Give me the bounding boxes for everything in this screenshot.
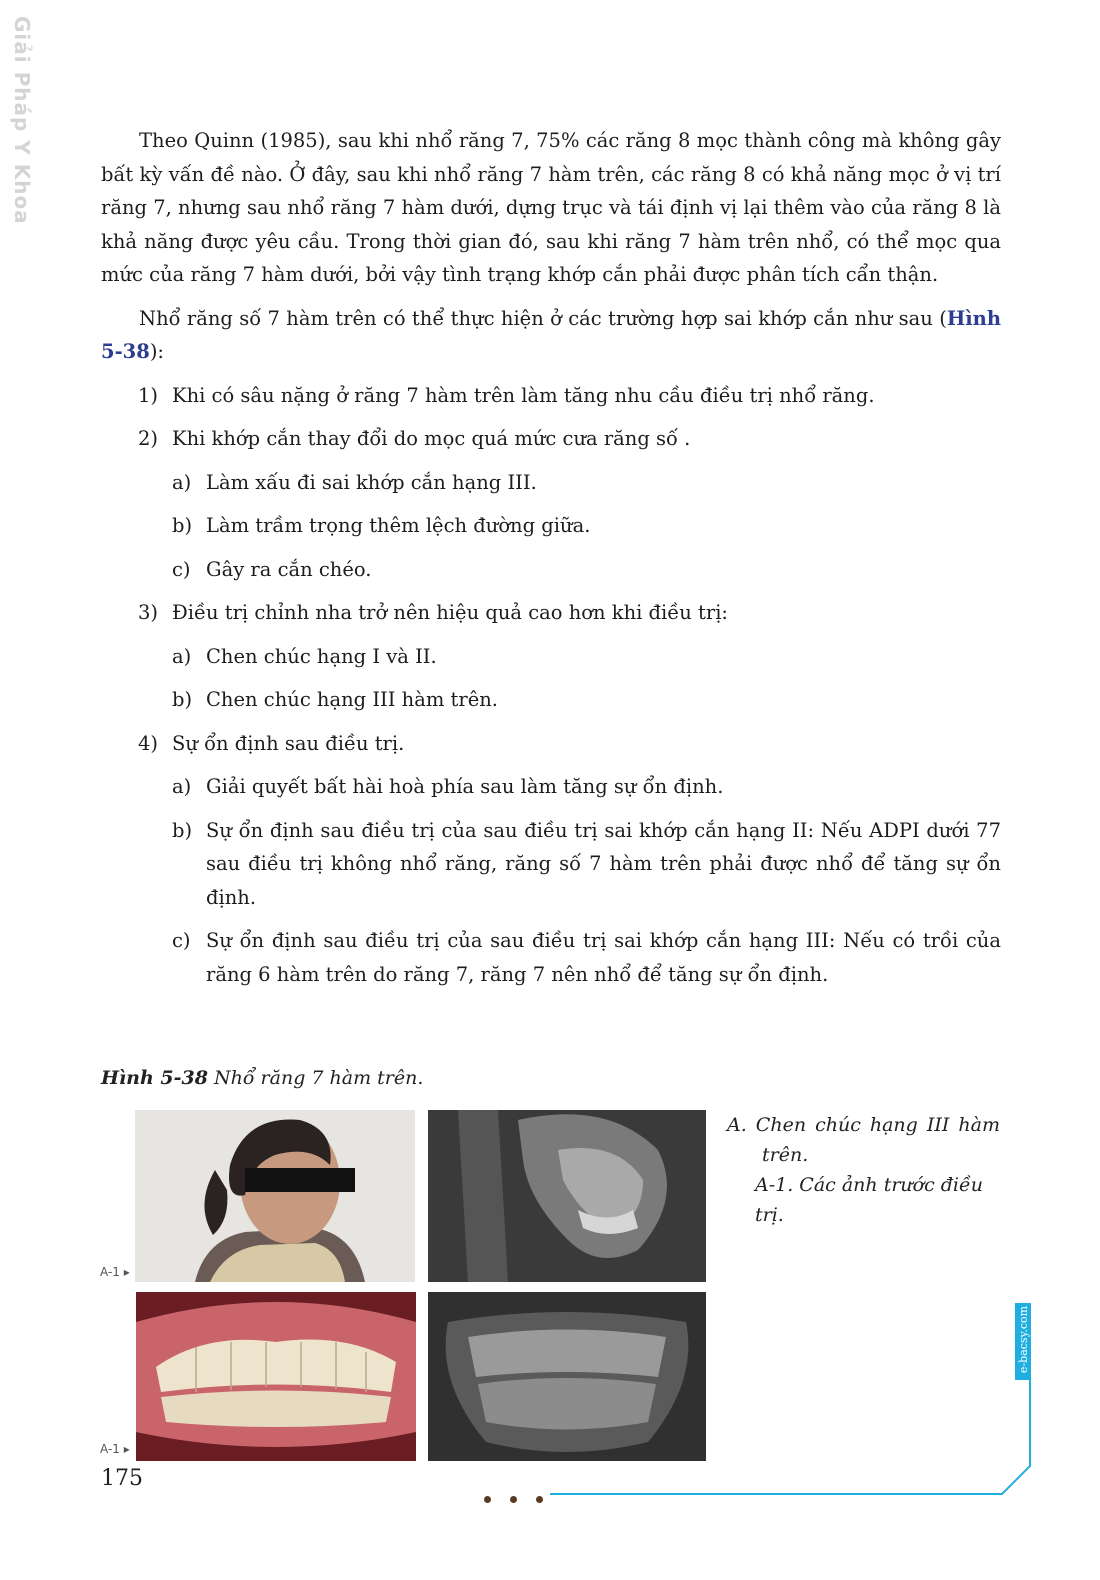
list-item [101, 727, 1001, 761]
list-item-number: a) [172, 644, 192, 668]
list-item [101, 509, 1001, 543]
cephalometric-xray [428, 1110, 706, 1282]
list-item-text: Chen chúc hạng III hàm trên. [206, 688, 498, 711]
list-item-text: Giải quyết bất hài hoà phía sau làm tăng sự ổn định. [206, 775, 724, 798]
list-item-number: 4) [138, 731, 159, 755]
page-number: 175 [101, 1466, 143, 1491]
profile-photo [135, 1110, 415, 1282]
list-item [101, 466, 1001, 500]
decorative-line [540, 1370, 1040, 1500]
list-item-number: a) [172, 470, 192, 494]
paragraph-2-end: ): [149, 340, 164, 363]
panel-label-top: A-1 ▸ [100, 1265, 130, 1279]
list-item-number: a) [172, 775, 192, 798]
list-item-number: c) [172, 929, 191, 952]
list-item-text: Chen chúc hạng I và II. [206, 644, 437, 668]
list-item-number: 3) [138, 601, 159, 624]
list-item-number: 2) [138, 427, 159, 450]
figure-title: Nhổ răng 7 hàm trên. [214, 1067, 424, 1089]
list-item [101, 422, 1001, 456]
list-item-text: Khi khớp cắn thay đổi do mọc quá mức cưa răng số . [172, 427, 691, 450]
list-item-text: Khi có sâu nặng ở răng 7 hàm trên làm tăng nhu cầu điều trị nhổ răng. [172, 383, 875, 407]
list-item [101, 640, 1001, 674]
list-item-number: c) [172, 557, 191, 581]
intraoral-photo [136, 1292, 416, 1461]
list-item [101, 596, 1001, 630]
side-caption-a: A. Chen chúc hạng III hàm trên. [727, 1114, 1000, 1166]
side-caption-a1: A-1. Các ảnh trước điều trị. [755, 1174, 983, 1226]
list-item-number: b) [172, 818, 193, 842]
paragraph-2 [101, 302, 1001, 369]
list-item [101, 379, 1001, 413]
list-item [101, 683, 1001, 717]
list-item-text: Sự ổn định sau điều trị của sau điều trị sai khớp cắn hạng II: Nếu ADPI dưới 77 sau điều trị không nhổ răng, răng số 7 hàm trên phải được nhổ để tăng sự ổn định. [206, 818, 1001, 909]
list-item-text: Điều trị chỉnh nha trở nên hiệu quả cao hơn khi điều trị: [172, 601, 728, 624]
list-item-text: Sự ổn định sau điều trị. [172, 731, 405, 755]
site-tab[interactable] [1015, 1303, 1031, 1380]
list-item [101, 924, 1001, 991]
list-item-number: 1) [138, 383, 159, 407]
list-item-number: b) [172, 514, 193, 537]
watermark: Giải Pháp Y Khoa [10, 16, 34, 225]
figure-side-caption [727, 1110, 1000, 1230]
figure-label: Hình 5-38 [101, 1067, 208, 1089]
list-item-text: Gây ra cắn chéo. [206, 557, 372, 581]
site-tab-label: e-bacsy.com [1017, 1305, 1030, 1374]
list-item-text: Làm xấu đi sai khớp cắn hạng III. [206, 470, 537, 494]
body-text [101, 124, 1001, 991]
paragraph-2-text: Nhổ răng số 7 hàm trên có thể thực hiện ở các trường hợp sai khớp cắn như sau ( [139, 306, 947, 330]
panel-label-bottom: A-1 ▸ [100, 1442, 130, 1456]
list-item-text: Sự ổn định sau điều trị của sau điều trị sai khớp cắn hạng III: Nếu có trồi của răng 6 hàm trên do răng 7, răng 7 nên nhổ để tăng sự ổn định. [206, 929, 1001, 986]
list-item-number: b) [172, 688, 193, 711]
list-item [101, 770, 1001, 804]
paragraph-1: Theo Quinn (1985), sau khi nhổ răng 7, 75% các răng 8 mọc thành công mà không gây bất kỳ vấn đề nào. Ở đây, sau khi nhổ răng 7 hàm trên, các răng 8 có khả năng mọc ở vị trí răng 7, nhưng sau nhổ răng 7 hàm dưới, dựng trục và tái định vị lại thêm vào của răng 8 là khả năng được yêu cầu. Trong thời gian đó, sau khi răng 7 hàm trên nhổ, có thể mọc qua mức của răng 7 hàm dưới, bởi vậy tình trạng khớp cắn phải được phân tích cẩn thận. [101, 129, 1001, 286]
figure-reference-link[interactable]: Hình 5-38 [101, 306, 1001, 363]
figure-caption [101, 1067, 423, 1089]
list-item [101, 553, 1001, 587]
list-item [101, 814, 1001, 915]
numbered-list [101, 379, 1001, 992]
list-item-text: Làm trầm trọng thêm lệch đường giữa. [206, 514, 591, 537]
